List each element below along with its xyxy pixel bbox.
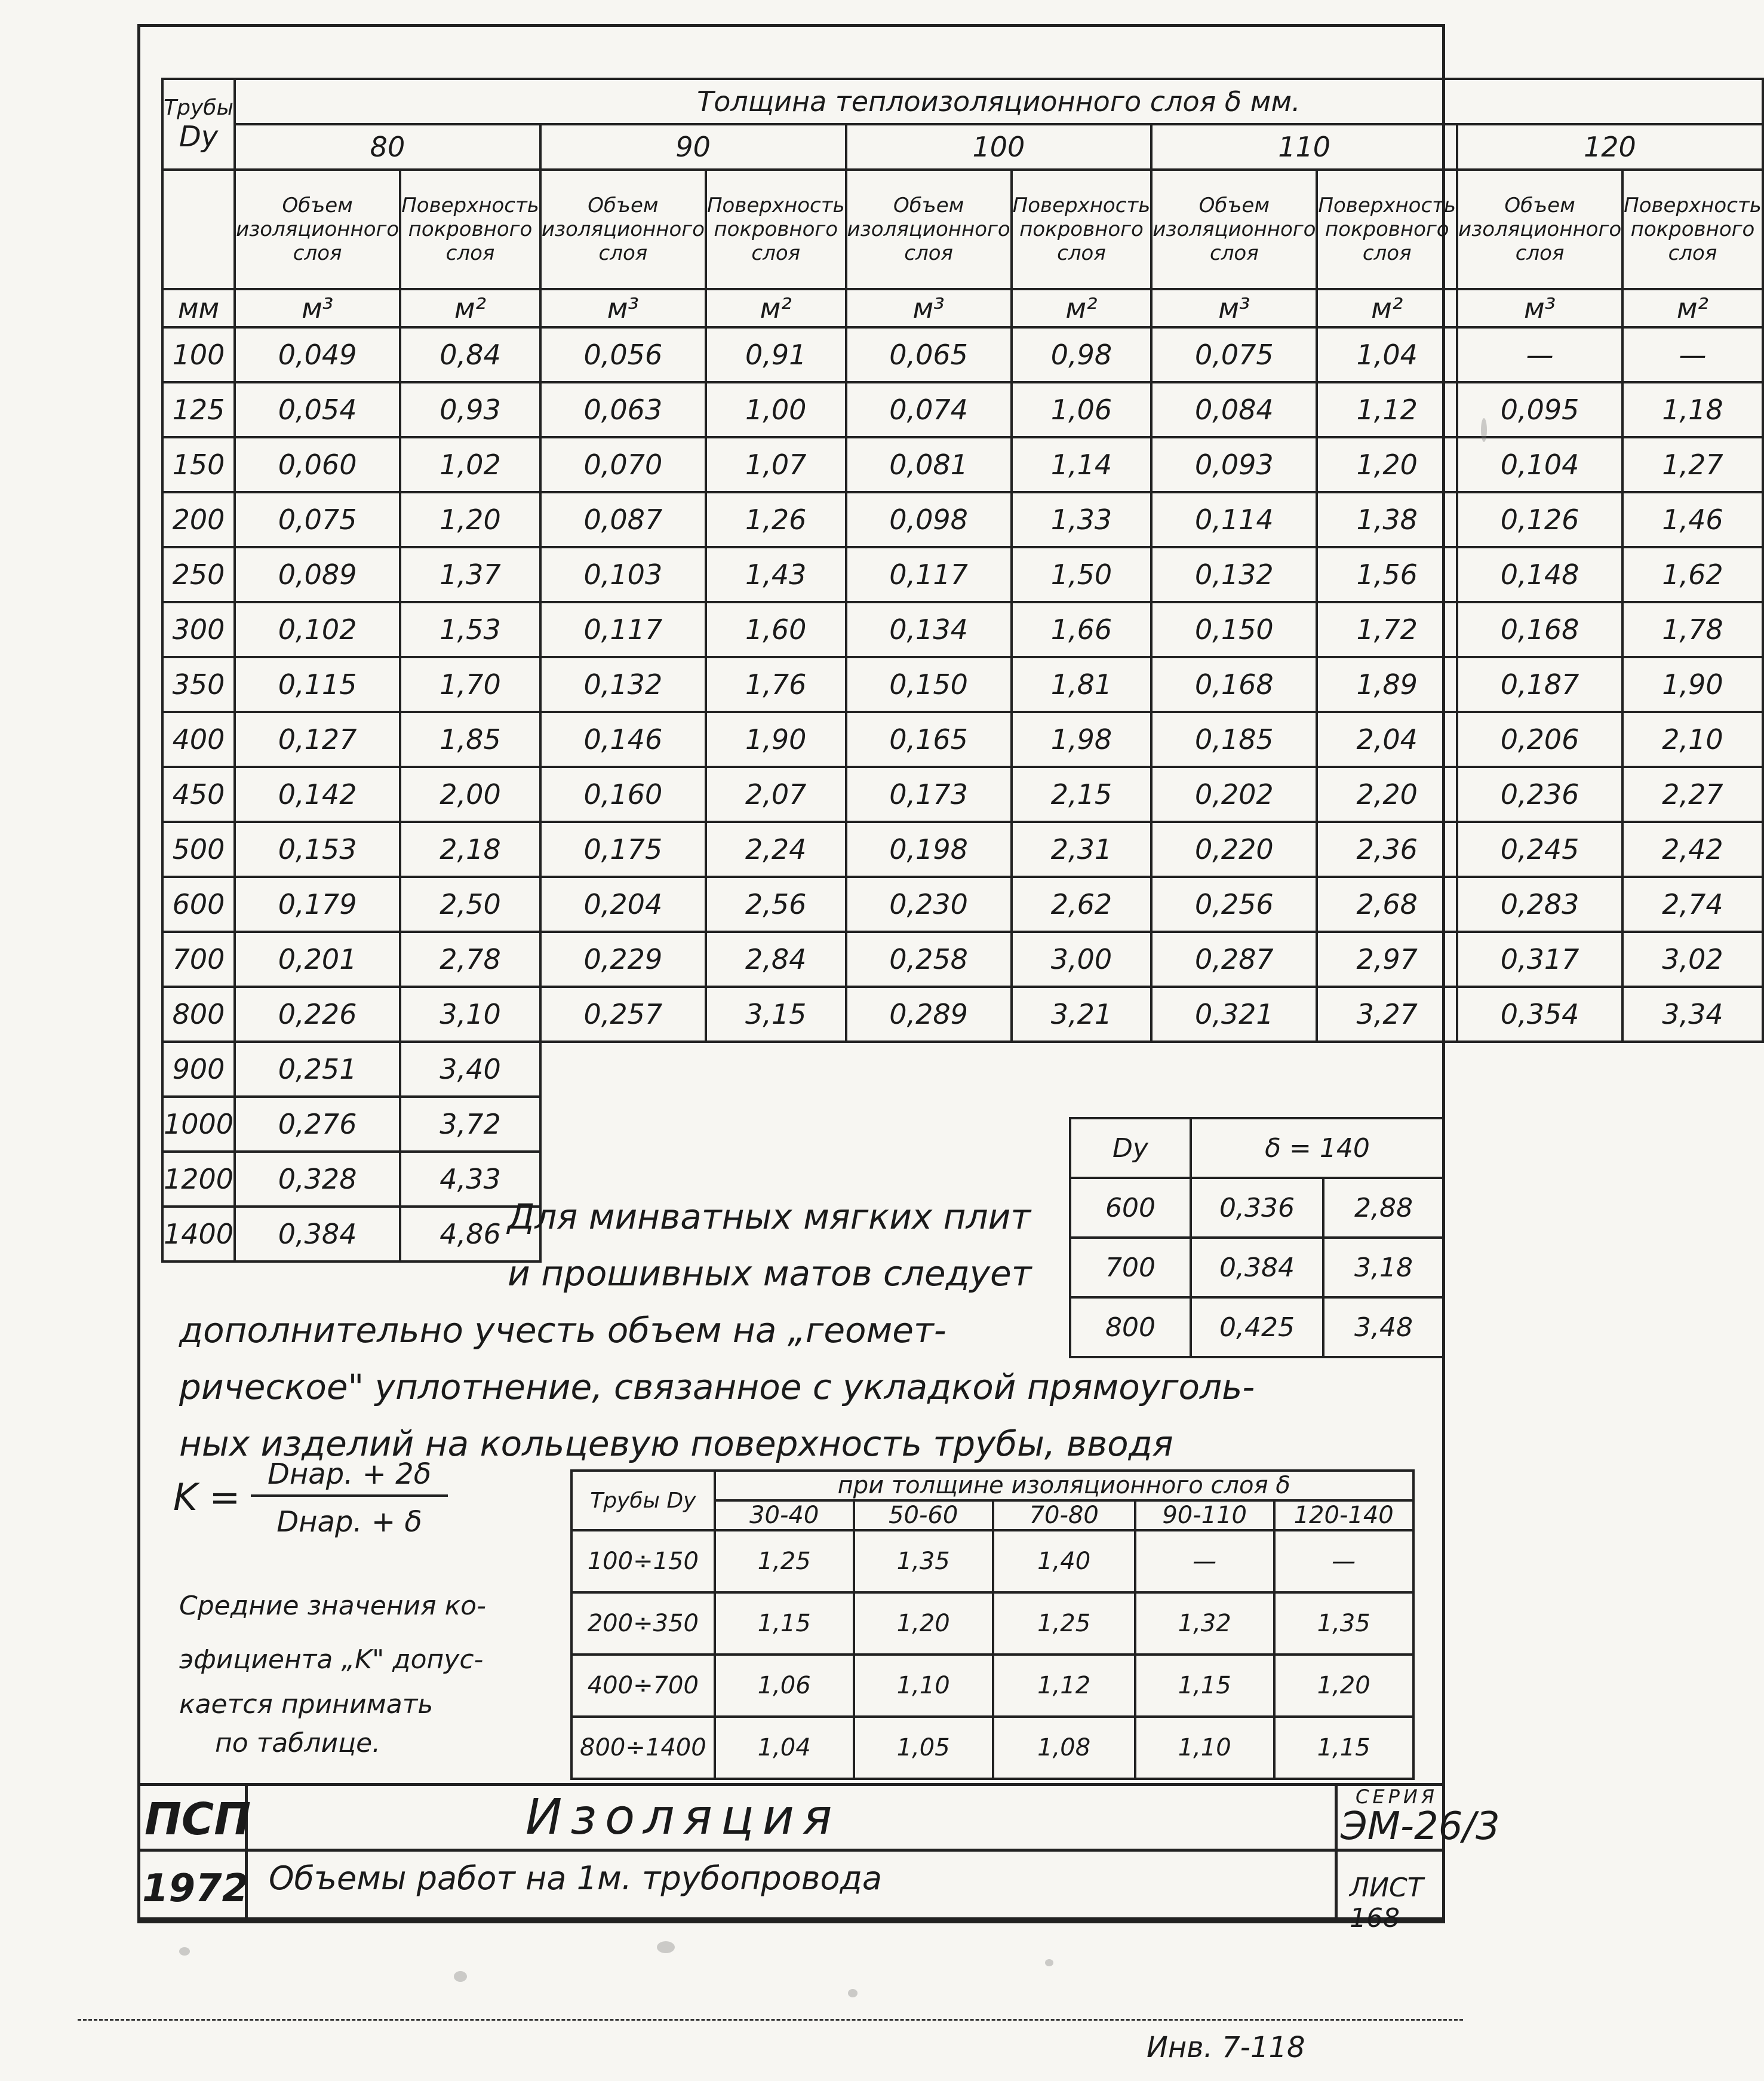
bottom-cut-line [78,2019,1463,2021]
volume-cell: 0,114 [1151,492,1317,547]
col-volume-100: Объем изоляционного слоя [846,170,1012,289]
volume-cell: 0,153 [235,822,400,877]
k-row [571,1717,1413,1779]
surface-cell: 2,97 [1317,932,1457,987]
row-dy: 1200 [162,1152,235,1207]
k-value: 1,12 [993,1655,1135,1717]
note-line-2: и прошивных матов следует [508,1253,1032,1294]
surface-cell: 1,33 [1012,492,1152,547]
col-surface-120: Поверхность покровного слоя [1622,170,1763,289]
surface-cell: 3,00 [1012,932,1152,987]
volume-cell: 0,126 [1457,492,1622,547]
surface-cell: 1,53 [400,602,540,657]
volume-cell: 0,087 [540,492,706,547]
unit-m2: м² [706,289,846,327]
surface-cell: 2,07 [706,767,846,822]
surface-cell: 1,46 [1622,492,1763,547]
col-volume-110: Объем изоляционного слоя [1151,170,1317,289]
row-dy: 100 [162,327,235,382]
surface-cell: 3,15 [706,987,846,1042]
surface-cell: 3,10 [400,987,540,1042]
drawing-subtitle: Объемы работ на 1м. трубопровода [269,1859,882,1897]
surface-cell: 1,37 [400,547,540,602]
volume-cell: 0,245 [1457,822,1622,877]
k-value: 1,10 [854,1655,993,1717]
volume-cell: 0,384 [235,1207,400,1262]
surface-cell: 3,40 [400,1042,540,1097]
volume-cell: 0,179 [235,877,400,932]
empty-cell [540,1042,706,1097]
empty-cell [1622,1152,1763,1207]
col-volume-80: Объем изоляционного слоя [235,170,400,289]
t140-volume: 0,425 [1191,1297,1323,1357]
empty-cell [1317,1042,1457,1097]
thickness-80: 80 [235,124,540,170]
k-range: 120-140 [1274,1500,1413,1530]
table-row [162,547,1763,602]
formula-numerator: Dнар. + 2δ [251,1457,448,1497]
surface-cell: 2,78 [400,932,540,987]
unit-m3: м³ [1151,289,1317,327]
surface-cell: 1,50 [1012,547,1152,602]
table-row [162,382,1763,437]
k-value: 1,20 [854,1592,993,1655]
note-line-3: дополнительно учесть объем на „геомет- [179,1310,946,1350]
inventory-mark: Инв. 7-118 [1147,2031,1305,2064]
empty-cell [706,1042,846,1097]
k-coefficient-table [570,1469,1415,1780]
volume-cell: 0,117 [540,602,706,657]
t140-dy-header: Dу [1070,1118,1191,1178]
empty-cell [1457,1042,1622,1097]
volume-cell: 0,165 [846,712,1012,767]
empty-cell [1622,1207,1763,1262]
volume-cell: 0,220 [1151,822,1317,877]
surface-cell: 1,98 [1012,712,1152,767]
surface-cell: 1,60 [706,602,846,657]
volume-cell: 0,098 [846,492,1012,547]
volume-cell: 0,093 [1151,437,1317,492]
surface-cell: 1,12 [1317,382,1457,437]
volume-cell: 0,204 [540,877,706,932]
volume-cell: 0,132 [1151,547,1317,602]
avg-note-4: по таблице. [215,1728,381,1758]
volume-cell: 0,132 [540,657,706,712]
k-value: 1,15 [1274,1717,1413,1779]
k-range: 70-80 [993,1500,1135,1530]
surface-cell: 3,34 [1622,987,1763,1042]
k-value: — [1135,1530,1274,1592]
k-value: 1,40 [993,1530,1135,1592]
table-row [162,1042,1763,1097]
surface-cell: 1,90 [706,712,846,767]
k-row-dy: 200÷350 [571,1592,715,1655]
surface-cell: 2,24 [706,822,846,877]
volume-cell: 0,084 [1151,382,1317,437]
volume-cell: 0,256 [1151,877,1317,932]
k-value: — [1274,1530,1413,1592]
volume-cell: 0,168 [1457,602,1622,657]
thickness-100: 100 [846,124,1152,170]
empty-cell [1012,1042,1152,1097]
col-volume-120: Объем изоляционного слоя [1457,170,1622,289]
table-row [162,492,1763,547]
scan-speck [657,1941,675,1953]
table-row [162,877,1763,932]
k-value: 1,20 [1274,1655,1413,1717]
surface-cell: 0,84 [400,327,540,382]
k-row [571,1592,1413,1655]
surface-cell: 1,81 [1012,657,1152,712]
k-value: 1,04 [715,1717,854,1779]
surface-cell: 1,20 [1317,437,1457,492]
volume-cell: 0,175 [540,822,706,877]
avg-note-3: кается принимать [179,1689,434,1720]
volume-cell: 0,060 [235,437,400,492]
scan-speck [454,1971,467,1982]
row-dy: 1400 [162,1207,235,1262]
surface-cell: 1,00 [706,382,846,437]
k-row-dy: 800÷1400 [571,1717,715,1779]
empty-cell [1622,1042,1763,1097]
volume-cell: 0,075 [235,492,400,547]
volume-cell: 0,236 [1457,767,1622,822]
volume-cell: 0,287 [1151,932,1317,987]
surface-cell: 2,20 [1317,767,1457,822]
table-row [162,327,1763,382]
scan-speck [1481,418,1487,442]
empty-cell [846,1097,1012,1152]
unit-m3: м³ [1457,289,1622,327]
unit-m2: м² [400,289,540,327]
surface-cell: 1,76 [706,657,846,712]
surface-cell: 2,56 [706,877,846,932]
volume-cell: 0,127 [235,712,400,767]
empty-cell [1151,1042,1317,1097]
surface-cell: 3,21 [1012,987,1152,1042]
k-value: 1,32 [1135,1592,1274,1655]
volume-cell: 0,146 [540,712,706,767]
table-row [162,767,1763,822]
surface-cell: 4,33 [400,1152,540,1207]
row-dy: 600 [162,877,235,932]
table-row [162,657,1763,712]
surface-cell: 1,66 [1012,602,1152,657]
k-value: 1,15 [1135,1655,1274,1717]
row-dy: 1000 [162,1097,235,1152]
volume-cell: 0,070 [540,437,706,492]
t140-volume: 0,336 [1191,1178,1323,1238]
volume-cell: 0,148 [1457,547,1622,602]
volume-cell: 0,150 [846,657,1012,712]
surface-cell: 2,84 [706,932,846,987]
row-dy: 400 [162,712,235,767]
table-row [162,437,1763,492]
surface-cell: 1,14 [1012,437,1152,492]
empty-cell [1457,1097,1622,1152]
surface-cell: 1,70 [400,657,540,712]
k-value: 1,06 [715,1655,854,1717]
surface-cell: 1,78 [1622,602,1763,657]
series-code: ЭМ-26/3 [1341,1804,1500,1849]
empty-cell [846,1042,1012,1097]
k-value: 1,05 [854,1717,993,1779]
volume-cell: 0,063 [540,382,706,437]
row-dy: 450 [162,767,235,822]
volume-cell: 0,354 [1457,987,1622,1042]
surface-cell: 3,27 [1317,987,1457,1042]
row-dy: 350 [162,657,235,712]
note-line-5: ных изделий на кольцевую поверхность трубы, вводя [179,1423,1173,1464]
volume-cell: 0,134 [846,602,1012,657]
col-surface-90: Поверхность покровного слоя [706,170,846,289]
surface-cell: 2,04 [1317,712,1457,767]
empty-cell [1457,1207,1622,1262]
volume-cell: 0,074 [846,382,1012,437]
volume-cell: 0,056 [540,327,706,382]
row-dy: 150 [162,437,235,492]
surface-cell: 0,91 [706,327,846,382]
t140-dy: 700 [1070,1238,1191,1297]
t140-dy: 800 [1070,1297,1191,1357]
thickness-title: Толщина теплоизоляционного слоя δ мм. [235,79,1763,124]
table-row [162,602,1763,657]
surface-cell: 1,04 [1317,327,1457,382]
empty-cell [1457,1152,1622,1207]
volume-cell: 0,081 [846,437,1012,492]
surface-cell: 2,74 [1622,877,1763,932]
unit-m3: м³ [540,289,706,327]
title-block [137,1783,1500,1933]
surface-cell: 0,93 [400,382,540,437]
k-value: 1,08 [993,1717,1135,1779]
thickness-120: 120 [1457,124,1763,170]
volume-cell: 0,115 [235,657,400,712]
row-dy: 125 [162,382,235,437]
unit-m3: м³ [235,289,400,327]
t140-surface: 3,18 [1323,1238,1444,1297]
row-dy: 300 [162,602,235,657]
volume-cell: 0,258 [846,932,1012,987]
table-row [162,822,1763,877]
table-row [162,712,1763,767]
volume-cell: 0,160 [540,767,706,822]
unit-m2: м² [1012,289,1152,327]
surface-cell: 2,50 [400,877,540,932]
empty-cell [540,1097,706,1152]
k-row-dy: 400÷700 [571,1655,715,1717]
formula-denominator: Dнар. + δ [276,1505,422,1539]
row-dy: 250 [162,547,235,602]
k-span-header: при толщине изоляционного слоя δ [715,1471,1413,1500]
volume-cell: 0,198 [846,822,1012,877]
unit-m2: м² [1317,289,1457,327]
k-value: 1,10 [1135,1717,1274,1779]
surface-cell: 1,06 [1012,382,1152,437]
surface-cell: 2,31 [1012,822,1152,877]
volume-cell: 0,117 [846,547,1012,602]
volume-cell: 0,226 [235,987,400,1042]
surface-cell: 1,56 [1317,547,1457,602]
thickness-110: 110 [1151,124,1457,170]
surface-cell: 1,43 [706,547,846,602]
surface-cell: 2,00 [400,767,540,822]
k-range: 30-40 [715,1500,854,1530]
surface-cell: 2,10 [1622,712,1763,767]
volume-cell: 0,283 [1457,877,1622,932]
formula-k: K = [173,1475,241,1519]
k-range: 50-60 [854,1500,993,1530]
volume-cell: 0,276 [235,1097,400,1152]
series-label: СЕРИЯ [1356,1785,1439,1808]
volume-cell: 0,065 [846,327,1012,382]
t140-surface: 3,48 [1323,1297,1444,1357]
k-value: 1,25 [715,1530,854,1592]
row-dy: 800 [162,987,235,1042]
volume-cell: 0,201 [235,932,400,987]
surface-cell: 2,15 [1012,767,1152,822]
surface-cell: 2,36 [1317,822,1457,877]
surface-cell: 3,02 [1622,932,1763,987]
note-line-4: рическое" уплотнение, связанное с укладкой прямоуголь- [179,1367,1255,1407]
volume-cell: 0,206 [1457,712,1622,767]
org-code: ПСП [145,1794,251,1845]
volume-cell: 0,328 [235,1152,400,1207]
header-spacer [162,170,235,289]
volume-cell: 0,054 [235,382,400,437]
t140-volume: 0,384 [1191,1238,1323,1297]
surface-cell: 1,27 [1622,437,1763,492]
surface-cell: 1,07 [706,437,846,492]
k-range: 90-110 [1135,1500,1274,1530]
surface-cell: 1,85 [400,712,540,767]
volume-cell: 0,229 [540,932,706,987]
table-row [162,1097,1763,1152]
scan-speck [1045,1959,1053,1966]
surface-cell: 4,86 [400,1207,540,1262]
volume-cell: 0,102 [235,602,400,657]
row-dy: 700 [162,932,235,987]
note-line-1: Для минватных мягких плит [508,1196,1031,1237]
surface-cell: 1,26 [706,492,846,547]
surface-cell: 1,89 [1317,657,1457,712]
volume-cell: 0,150 [1151,602,1317,657]
row-dy: 900 [162,1042,235,1097]
volume-cell: 0,103 [540,547,706,602]
volume-cell: 0,168 [1151,657,1317,712]
surface-cell: 2,62 [1012,877,1152,932]
volume-cell: 0,095 [1457,382,1622,437]
volume-cell: 0,185 [1151,712,1317,767]
scan-speck [179,1947,190,1956]
sheet-number: ЛИСТ 168 [1350,1873,1424,1933]
row-dy: 500 [162,822,235,877]
unit-m2: м² [1622,289,1763,327]
surface-cell: 1,38 [1317,492,1457,547]
k-dy-header: Трубы Dу [571,1471,715,1530]
volume-cell: 0,230 [846,877,1012,932]
volume-cell: 0,187 [1457,657,1622,712]
volume-cell: 0,321 [1151,987,1317,1042]
surface-cell: 0,98 [1012,327,1152,382]
volume-cell: 0,075 [1151,327,1317,382]
k-value: 1,25 [993,1592,1135,1655]
empty-cell [1622,1097,1763,1152]
year: 1972 [142,1867,249,1911]
table-row [162,932,1763,987]
drawing-title: Изоляция [525,1789,841,1846]
volume-cell: 0,173 [846,767,1012,822]
k-row-dy: 100÷150 [571,1530,715,1592]
pipes-dy-header: Трубы Dу [162,79,235,170]
scan-speck [848,1989,858,1997]
avg-note-1: Средние значения ко- [179,1591,486,1621]
surface-cell: 1,20 [400,492,540,547]
k-value: 1,35 [1274,1592,1413,1655]
insulation-volume-table [161,78,1764,1263]
col-surface-80: Поверхность покровного слоя [400,170,540,289]
volume-cell: 0,289 [846,987,1012,1042]
col-volume-90: Объем изоляционного слоя [540,170,706,289]
k-row [571,1655,1413,1717]
t140-dy: 600 [1070,1178,1191,1238]
avg-note-2: эфициента „K" допус- [179,1644,484,1675]
table-row [162,987,1763,1042]
volume-cell: 0,049 [235,327,400,382]
surface-cell: 2,42 [1622,822,1763,877]
col-surface-100: Поверхность покровного слоя [1012,170,1152,289]
k-row [571,1530,1413,1592]
surface-cell: 1,90 [1622,657,1763,712]
volume-cell: 0,251 [235,1042,400,1097]
surface-cell: 2,18 [400,822,540,877]
thickness-90: 90 [540,124,846,170]
surface-cell: 2,27 [1622,767,1763,822]
volume-cell: 0,317 [1457,932,1622,987]
surface-cell: 1,18 [1622,382,1763,437]
row-dy: 200 [162,492,235,547]
surface-cell: 2,68 [1317,877,1457,932]
volume-cell: 0,104 [1457,437,1622,492]
volume-cell: 0,257 [540,987,706,1042]
t140-thickness-header: δ = 140 [1191,1118,1444,1178]
volume-cell: — [1457,327,1622,382]
volume-cell: 0,202 [1151,767,1317,822]
k-value: 1,15 [715,1592,854,1655]
thickness-140-table [1069,1117,1445,1358]
empty-cell [706,1097,846,1152]
volume-cell: 0,089 [235,547,400,602]
unit-mm: мм [162,289,235,327]
surface-cell: — [1622,327,1763,382]
unit-m3: м³ [846,289,1012,327]
volume-cell: 0,142 [235,767,400,822]
surface-cell: 1,02 [400,437,540,492]
surface-cell: 1,72 [1317,602,1457,657]
t140-surface: 2,88 [1323,1178,1444,1238]
k-value: 1,35 [854,1530,993,1592]
surface-cell: 3,72 [400,1097,540,1152]
surface-cell: 1,62 [1622,547,1763,602]
col-surface-110: Поверхность покровного слоя [1317,170,1457,289]
